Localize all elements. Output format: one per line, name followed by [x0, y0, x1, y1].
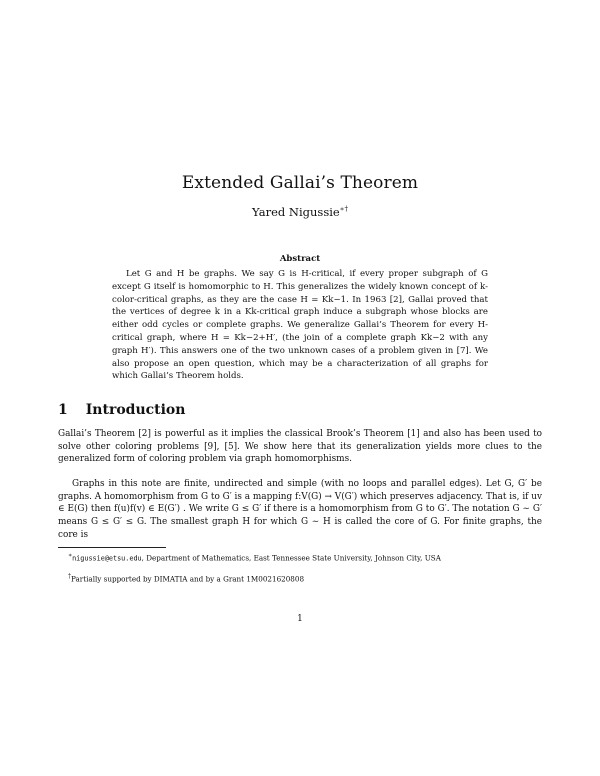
footnote-1-email: nigussie@etsu.edu [72, 554, 142, 563]
footnote-2-mark: † [68, 573, 71, 580]
footnote-rule [58, 547, 166, 548]
footnote-1 [58, 551, 542, 563]
abstract-body: Let G and H be graphs. We say G is H-critical, if every proper subgraph of G except G itself is homomorphic to H. This generalizes the widely known concept of k-color-critical graphs, as they are the case H = Kk−1. In 1963 [2], Gallai proved that the vertices of degree k in a Kk-critical graph induce a subgraph whose blocks are either odd cycles or complete graphs. We generalize Gallai’s Theorem for every H-critical graph, where H = Kk−2+H′, (the join of a complete graph Kk−2 with any graph H′). This answers one of the two unknown cases of a problem given in [7]. We also propose an open question, which may be a characterization of all graphs for which Gallai’s Theorem holds. [112, 269, 488, 382]
footnote-1-mark: ∗ [68, 552, 73, 559]
footnote-1-text: , Department of Mathematics, East Tennessee State University, Johnson City, USA [141, 553, 441, 563]
intro-paragraph-2: Graphs in this note are finite, undirected and simple (with no loops and parallel edges). Let G, G′ be graphs. A homomorphism from G to G′ is a mapping f:V(G) → V(G′) which preserves adjacency. That is, if uv ∈ E(G) then f(u)f(v) ∈ E(G′) . We write G ≤ G′ if there is a homomorphism from G to G′. The notation G ∼ G′ means G ≤ G′ ≤ G. The smallest graph H for which G ∼ H is called the core of G. For finite graphs, the core is [58, 479, 542, 540]
footnote-2 [58, 572, 542, 584]
footnote-2-text: Partially supported by DIMATIA and by a Grant 1M0021620808 [71, 574, 305, 584]
intro-paragraph-1: Gallai’s Theorem [2] is powerful as it implies the classical Brook’s Theorem [1] and also has been used to solve other coloring problems [9], [5]. We show here that its generalization yields more clues to the generalized form of coloring problem via graph homomorphisms. [58, 429, 542, 465]
page-number: 1 [297, 614, 303, 624]
author-name: Yared Nigussie [252, 205, 340, 219]
section-heading [58, 402, 185, 418]
paper-title: Extended Gallai’s Theorem [181, 173, 419, 193]
author-line [0, 205, 600, 219]
section-number: 1 [58, 402, 68, 418]
section-title: Introduction [85, 402, 186, 418]
author-footnote-marks: ∗† [339, 205, 348, 214]
abstract-heading: Abstract [279, 254, 321, 264]
